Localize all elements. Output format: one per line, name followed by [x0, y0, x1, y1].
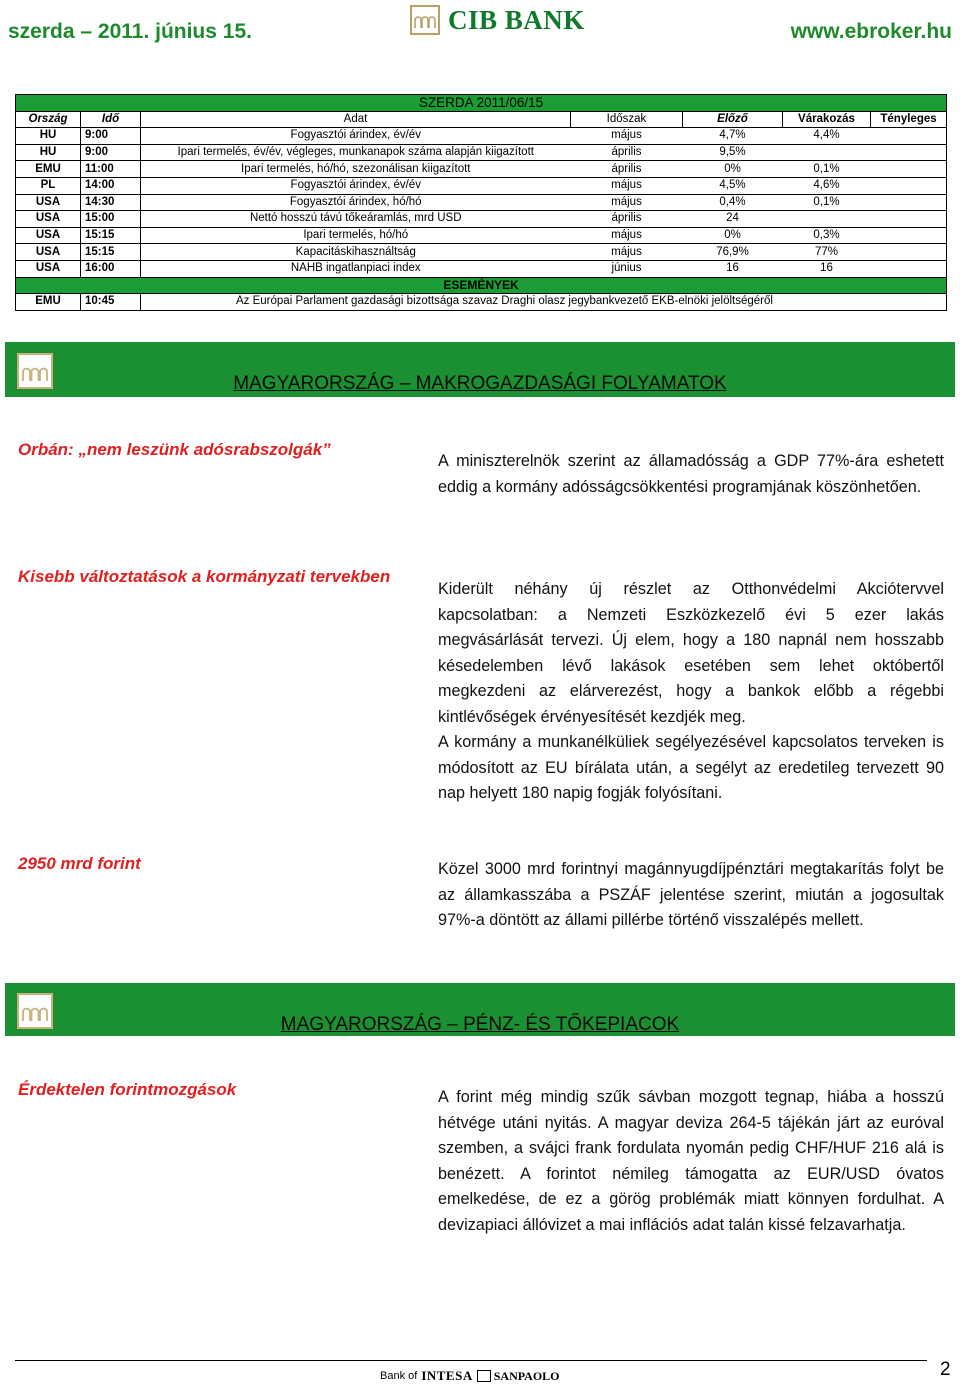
row-period: május — [571, 128, 683, 145]
row-country: USA — [16, 194, 81, 211]
bank-name: CIB BANK — [448, 4, 585, 35]
header-website-link[interactable]: www.ebroker.hu — [790, 20, 952, 43]
row-actual — [871, 128, 947, 145]
row-data: Ipari termelés, hó/hó, szezonálisan kiigazított — [141, 161, 571, 178]
row-country: HU — [16, 128, 81, 145]
article-body — [438, 857, 944, 934]
calendar-row — [16, 128, 947, 145]
row-country: PL — [16, 177, 81, 194]
row-previous: 9,5% — [683, 144, 783, 161]
article-headline: 2950 mrd forint — [18, 854, 141, 873]
row-actual — [871, 260, 947, 277]
article-paragraph: Közel 3000 mrd forintnyi magánnyugdíjpénztári megtakarítás folyt be az államkasszába a PSZÁF jelentése szerint, miután a jogosultak 97%-a döntött az állami pillérbe történő visszalépés mellett. — [438, 860, 944, 929]
row-expected: 0,3% — [783, 227, 871, 244]
row-expected: 4,6% — [783, 177, 871, 194]
row-data: Fogyasztói árindex, év/év — [141, 128, 571, 145]
row-period: április — [571, 161, 683, 178]
row-data: Ipari termelés, hó/hó — [141, 227, 571, 244]
calendar-row — [16, 144, 947, 161]
row-country: USA — [16, 260, 81, 277]
intesa-sanpaolo-logo — [380, 1368, 560, 1384]
row-time: 15:15 — [81, 244, 141, 261]
row-period: április — [571, 144, 683, 161]
calendar-row — [16, 227, 947, 244]
row-data: Kapacitáskihasználtság — [141, 244, 571, 261]
economic-calendar-table — [15, 94, 947, 311]
row-period: április — [571, 211, 683, 228]
footer-sanpaolo: SANPAOLO — [493, 1368, 560, 1383]
row-country: HU — [16, 144, 81, 161]
article-body — [438, 1085, 944, 1238]
row-actual — [871, 194, 947, 211]
calendar-row — [16, 211, 947, 228]
row-expected — [783, 144, 871, 161]
section-title-macro: MAGYARORSZÁG – MAKROGAZDASÁGI FOLYAMATOK — [233, 373, 727, 394]
row-expected: 16 — [783, 260, 871, 277]
row-previous: 0% — [683, 227, 783, 244]
row-period: május — [571, 194, 683, 211]
row-previous: 76,9% — [683, 244, 783, 261]
row-actual — [871, 177, 947, 194]
row-country: EMU — [16, 161, 81, 178]
row-previous: 4,7% — [683, 128, 783, 145]
row-expected — [783, 211, 871, 228]
footer-bank-of: Bank of — [380, 1370, 418, 1382]
row-expected: 0,1% — [783, 161, 871, 178]
row-time: 15:00 — [81, 211, 141, 228]
row-time: 14:00 — [81, 177, 141, 194]
col-header-actual: Tényleges — [871, 111, 947, 128]
calendar-row — [16, 194, 947, 211]
row-previous: 24 — [683, 211, 783, 228]
row-previous: 4,5% — [683, 177, 783, 194]
cib-bank-logo — [410, 3, 585, 37]
row-actual — [871, 144, 947, 161]
section-title-markets: MAGYARORSZÁG – PÉNZ- ÉS TŐKEPIACOK — [280, 1014, 680, 1035]
calendar-title: SZERDA 2011/06/15 — [16, 95, 947, 112]
col-header-time: Idő — [81, 111, 141, 128]
article-paragraph: A miniszterelnök szerint az államadósság a GDP 77%-ára eshetett eddig a kormány adósságcsökkentési programjának köszönhetően. — [438, 452, 944, 496]
row-time: 11:00 — [81, 161, 141, 178]
row-period: május — [571, 227, 683, 244]
article-body — [438, 449, 944, 500]
article-body — [438, 577, 944, 807]
cib-arch-icon — [410, 5, 440, 35]
calendar-row — [16, 177, 947, 194]
row-time: 9:00 — [81, 128, 141, 145]
article-paragraph: A kormány a munkanélküliek segélyezésével kapcsolatos terveken is módosított az EU bírálata után, a segélyt az eredetileg tervezett 90 nap helyett 180 napig fogják folyósítani. — [438, 733, 944, 802]
row-time: 15:15 — [81, 227, 141, 244]
col-header-period: Időszak — [571, 111, 683, 128]
row-country: USA — [16, 227, 81, 244]
row-previous: 16 — [683, 260, 783, 277]
article-headline: Érdektelen forintmozgások — [18, 1080, 237, 1099]
row-actual — [871, 244, 947, 261]
events-title: ESEMÉNYEK — [16, 277, 947, 294]
calendar-row — [16, 244, 947, 261]
article-headline: Orbán: „nem leszünk adósrabszolgák” — [18, 440, 331, 459]
article-headline: Kisebb változtatások a kormányzati tervekben — [18, 567, 391, 586]
page-number: 2 — [940, 1359, 951, 1380]
section-banner-markets — [5, 983, 955, 1036]
row-country: USA — [16, 211, 81, 228]
row-data: Fogyasztói árindex, hó/hó — [141, 194, 571, 211]
event-country: EMU — [16, 294, 81, 311]
row-time: 9:00 — [81, 144, 141, 161]
col-header-previous: Előző — [683, 111, 783, 128]
row-period: május — [571, 244, 683, 261]
row-actual — [871, 211, 947, 228]
col-header-country: Ország — [16, 111, 81, 128]
row-data: Nettó hosszú távú tőkeáramlás, mrd USD — [141, 211, 571, 228]
footer-intesa: INTESA — [421, 1368, 473, 1383]
col-header-data: Adat — [141, 111, 571, 128]
sanpaolo-emblem-icon — [477, 1370, 491, 1382]
row-data: NAHB ingatlanpiaci index — [141, 260, 571, 277]
row-actual — [871, 227, 947, 244]
section-banner-macro — [5, 342, 955, 397]
footer-divider — [15, 1360, 927, 1361]
row-country: USA — [16, 244, 81, 261]
header-date: szerda – 2011. június 15. — [8, 20, 252, 43]
row-previous: 0,4% — [683, 194, 783, 211]
row-previous: 0% — [683, 161, 783, 178]
calendar-row — [16, 260, 947, 277]
event-row — [16, 294, 947, 311]
event-time: 10:45 — [81, 294, 141, 311]
row-period: június — [571, 260, 683, 277]
row-data: Ipari termelés, év/év, végleges, munkanapok száma alapján kiigazított — [141, 144, 571, 161]
events-header-row — [16, 277, 947, 294]
col-header-expected: Várakozás — [783, 111, 871, 128]
row-expected: 0,1% — [783, 194, 871, 211]
row-actual — [871, 161, 947, 178]
row-expected: 4,4% — [783, 128, 871, 145]
row-data: Fogyasztói árindex, év/év — [141, 177, 571, 194]
event-text: Az Európai Parlament gazdasági bizottsága szavaz Draghi olasz jegybankvezető EKB-elnöki jelöltségéről — [141, 294, 947, 311]
article-paragraph: Kiderült néhány új részlet az Otthonvédelmi Akciótervvel kapcsolatban: a Nemzeti Eszközkezelő évi 5 ezer lakás megvásárlását tervezi. Új elem, hogy a 180 napnál nem hosszabb késedelemben lévő lakások esetében sem lehet októbertől megkezdeni az elárverezést, hogy a bankok előbb a régebbi kintlévőségek érvényesítését kezdjék meg. — [438, 580, 944, 726]
row-period: május — [571, 177, 683, 194]
row-expected: 77% — [783, 244, 871, 261]
calendar-row — [16, 161, 947, 178]
row-time: 14:30 — [81, 194, 141, 211]
row-time: 16:00 — [81, 260, 141, 277]
article-paragraph: A forint még mindig szűk sávban mozgott tegnap, hiába a hosszú hétvége utáni nyitás. A magyar deviza 264-5 tájékán járt az euróval szemben, a svájci frank fordulata nyomán pedig CHF/HUF 216 alá is benézett. A forintot némileg támogatta az EUR/USD óvatos emelkedése, de ez a görög problémák miatt könnyen fordulhat. A devizapiaci állóvizet a mai inflációs adat talán kissé felzavarhatja. — [438, 1088, 944, 1234]
